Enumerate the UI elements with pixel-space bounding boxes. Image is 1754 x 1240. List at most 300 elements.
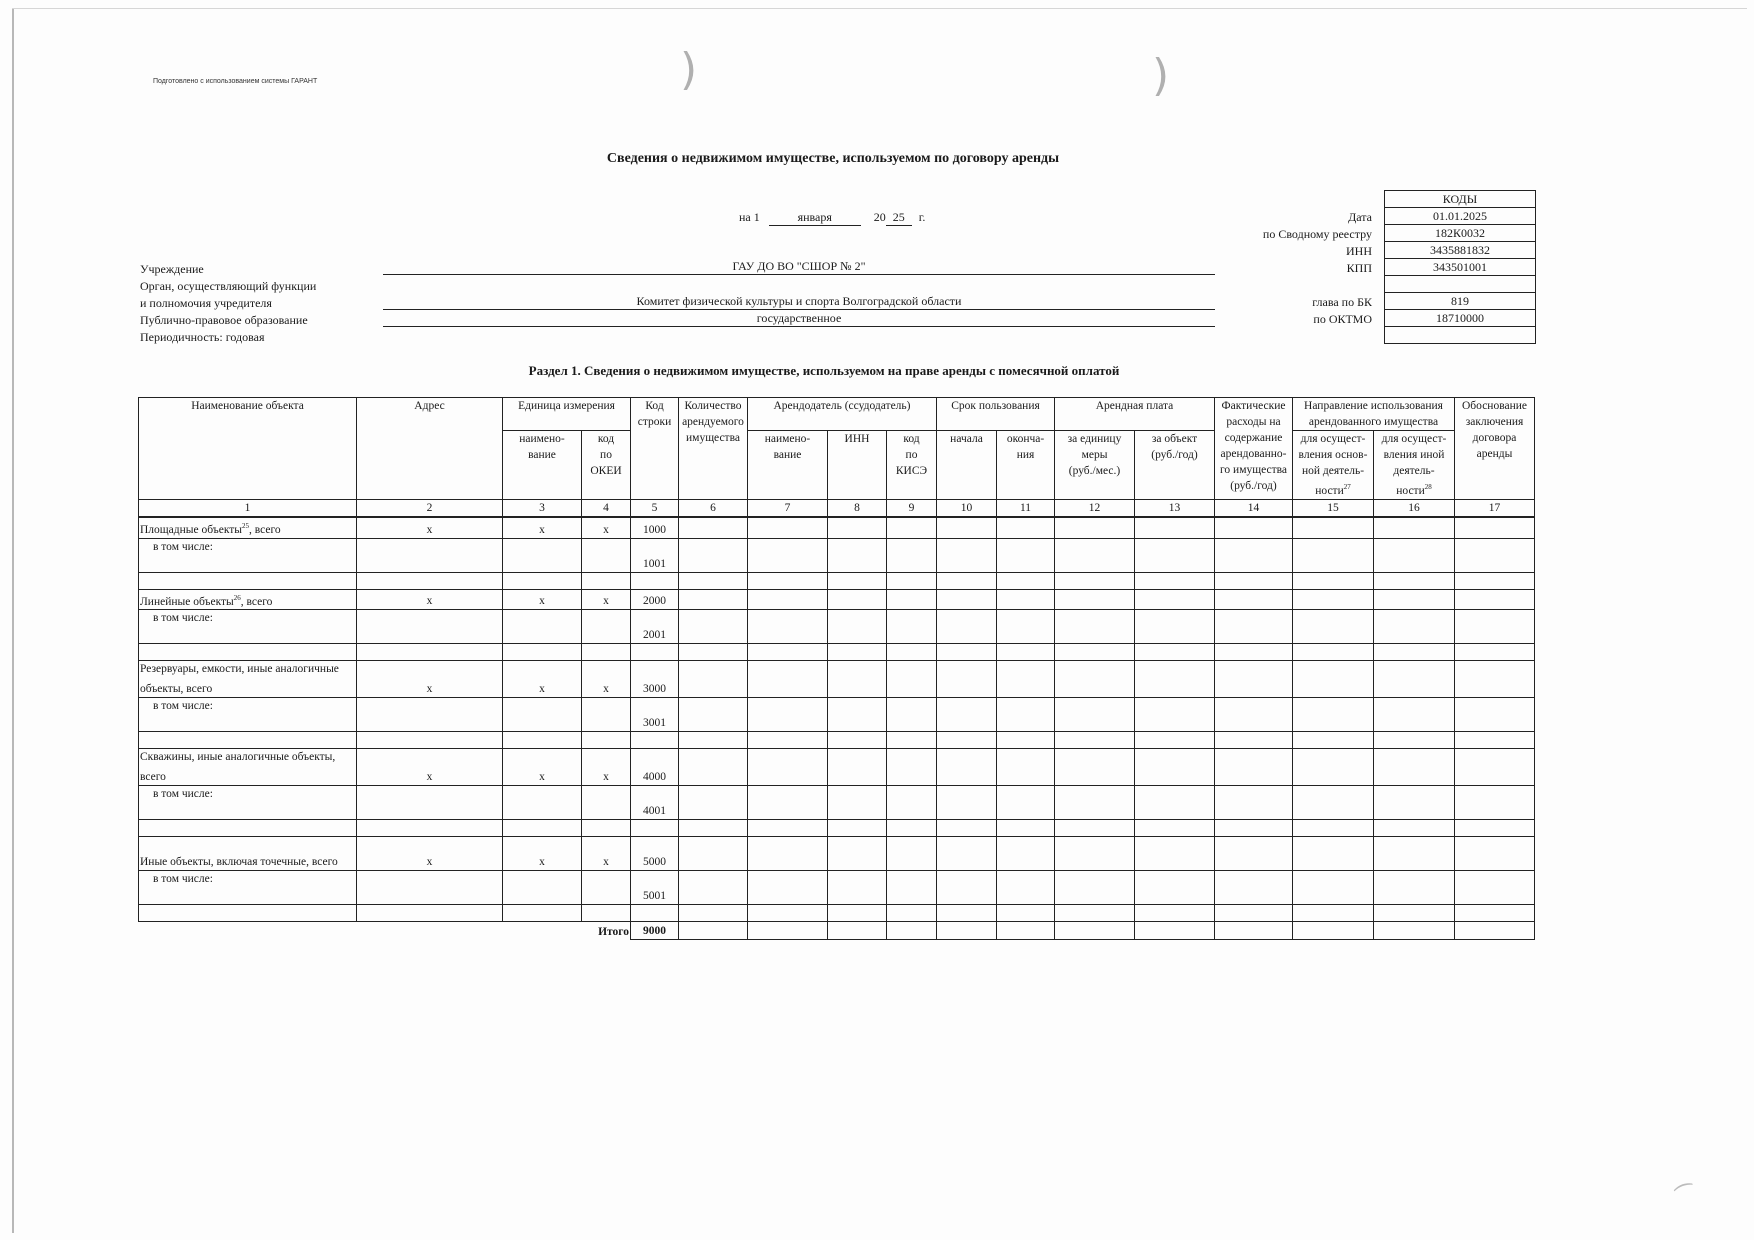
table-cell bbox=[748, 517, 828, 538]
table-cell bbox=[139, 572, 357, 589]
table-cell bbox=[1455, 589, 1535, 610]
table-cell bbox=[1374, 572, 1455, 589]
page-edge bbox=[12, 8, 14, 1233]
section-empty-row bbox=[139, 732, 1535, 749]
header-lessor-name: наимено- вание bbox=[748, 431, 828, 500]
table-cell bbox=[748, 589, 828, 610]
table-cell bbox=[1135, 517, 1215, 538]
table-cell bbox=[1135, 610, 1215, 644]
table-cell bbox=[1215, 905, 1293, 922]
table-cell bbox=[631, 644, 679, 661]
table-cell bbox=[997, 749, 1055, 786]
header-line-code: Код строки bbox=[631, 398, 679, 500]
section-label bbox=[139, 589, 357, 610]
table-cell bbox=[357, 732, 503, 749]
line-code: 3000 bbox=[631, 661, 679, 698]
table-cell bbox=[887, 871, 937, 905]
header-term: Срок пользования bbox=[937, 398, 1055, 431]
table-cell bbox=[1055, 871, 1135, 905]
table-cell bbox=[997, 786, 1055, 820]
table-cell bbox=[997, 661, 1055, 698]
table-cell bbox=[582, 871, 631, 905]
date-prefix: на 1 bbox=[739, 210, 760, 224]
header-lessor: Арендодатель (ссудодатель) bbox=[748, 398, 937, 431]
x-mark: x bbox=[503, 589, 582, 610]
table-cell bbox=[503, 905, 582, 922]
table-cell bbox=[748, 732, 828, 749]
section-sub-row bbox=[139, 786, 1535, 820]
date-year-prefix: 20 bbox=[873, 210, 886, 224]
table-cell bbox=[582, 644, 631, 661]
table-cell bbox=[503, 644, 582, 661]
header-rent-object: за объект (руб./год) bbox=[1135, 431, 1215, 500]
table-cell bbox=[1055, 837, 1135, 871]
table-cell bbox=[828, 820, 887, 837]
table-cell bbox=[1293, 905, 1374, 922]
table-cell bbox=[1293, 610, 1374, 644]
header-dir-main bbox=[1293, 431, 1374, 500]
table-cell bbox=[1455, 610, 1535, 644]
table-cell bbox=[937, 661, 997, 698]
table-cell bbox=[748, 610, 828, 644]
table-cell bbox=[997, 837, 1055, 871]
code-label-registry: по Сводному реестру bbox=[1262, 227, 1372, 241]
table-cell bbox=[582, 786, 631, 820]
table-cell bbox=[937, 905, 997, 922]
table-cell bbox=[357, 905, 503, 922]
table-cell bbox=[748, 644, 828, 661]
table-cell bbox=[828, 610, 887, 644]
table-cell bbox=[1455, 732, 1535, 749]
x-mark: x bbox=[582, 749, 631, 786]
table-cell bbox=[1215, 922, 1293, 940]
col-number: 9 bbox=[887, 499, 937, 517]
table-cell bbox=[748, 786, 828, 820]
table-cell bbox=[997, 517, 1055, 538]
x-mark: x bbox=[357, 749, 503, 786]
section-footnote: 25 bbox=[242, 521, 250, 530]
table-cell bbox=[139, 905, 357, 922]
col-number: 3 bbox=[503, 499, 582, 517]
table-cell bbox=[1455, 538, 1535, 572]
founder-value: Комитет физической культуры и спорта Волгоградской области bbox=[383, 294, 1215, 310]
table-cell bbox=[1374, 538, 1455, 572]
table-cell bbox=[1293, 661, 1374, 698]
table-cell bbox=[1293, 749, 1374, 786]
table-cell bbox=[1293, 572, 1374, 589]
code-label-oktmo: по ОКТМО bbox=[1313, 312, 1372, 326]
table-cell bbox=[1455, 517, 1535, 538]
table-cell bbox=[1293, 538, 1374, 572]
table-cell bbox=[679, 644, 748, 661]
table-cell bbox=[887, 749, 937, 786]
table-cell bbox=[357, 786, 503, 820]
table-cell bbox=[937, 871, 997, 905]
table-cell bbox=[828, 749, 887, 786]
table-cell bbox=[582, 820, 631, 837]
header-actual: Фактические расходы на содержание арендованно- го имущества (руб./год) bbox=[1215, 398, 1293, 500]
document-title: Сведения о недвижимом имуществе, используемом по договору аренды bbox=[606, 151, 1060, 166]
table-cell bbox=[1374, 786, 1455, 820]
table-cell bbox=[1293, 871, 1374, 905]
x-mark: x bbox=[582, 517, 631, 538]
table-cell bbox=[887, 517, 937, 538]
header-direction: Направление использования арендованного имущества bbox=[1293, 398, 1455, 431]
table-cell bbox=[1215, 820, 1293, 837]
col-number: 2 bbox=[357, 499, 503, 517]
table-cell bbox=[1055, 538, 1135, 572]
table-cell bbox=[997, 820, 1055, 837]
table-cell bbox=[1135, 661, 1215, 698]
table-cell bbox=[503, 538, 582, 572]
table-cell bbox=[748, 572, 828, 589]
table-cell bbox=[679, 820, 748, 837]
table-cell bbox=[937, 837, 997, 871]
table-cell bbox=[1215, 698, 1293, 732]
header-dir-main-footnote: 27 bbox=[1343, 483, 1351, 491]
table-cell bbox=[1455, 905, 1535, 922]
sub-label: в том числе: bbox=[139, 871, 357, 905]
table-cell bbox=[139, 820, 357, 837]
col-number: 11 bbox=[997, 499, 1055, 517]
table-cell bbox=[887, 922, 937, 940]
x-mark: x bbox=[357, 589, 503, 610]
table-cell bbox=[1215, 871, 1293, 905]
section-label-text: Скважины, иные аналогичные объекты, всего bbox=[140, 751, 336, 784]
x-mark: x bbox=[503, 661, 582, 698]
table-cell bbox=[1374, 871, 1455, 905]
table-cell bbox=[357, 644, 503, 661]
table-cell bbox=[937, 698, 997, 732]
header-dir-other-footnote: 28 bbox=[1424, 483, 1432, 491]
founder-label-1: Орган, осуществляющий функции bbox=[140, 279, 317, 293]
table-cell bbox=[1293, 517, 1374, 538]
table-cell bbox=[997, 589, 1055, 610]
header-rent-unit: за единицу меры (руб./мес.) bbox=[1055, 431, 1135, 500]
x-mark: x bbox=[582, 837, 631, 871]
line-code: 4000 bbox=[631, 749, 679, 786]
table-cell bbox=[1135, 871, 1215, 905]
table-cell bbox=[1215, 538, 1293, 572]
total-label: Итого bbox=[598, 925, 629, 938]
table-cell bbox=[1455, 922, 1535, 940]
table-cell bbox=[582, 572, 631, 589]
section-label bbox=[139, 837, 357, 871]
table-cell bbox=[1455, 871, 1535, 905]
table-cell bbox=[139, 732, 357, 749]
col-number: 5 bbox=[631, 499, 679, 517]
table-cell bbox=[1135, 644, 1215, 661]
table-cell bbox=[887, 837, 937, 871]
table-cell bbox=[997, 732, 1055, 749]
table-cell bbox=[937, 644, 997, 661]
table-cell bbox=[503, 820, 582, 837]
table-cell bbox=[1293, 698, 1374, 732]
table-cell bbox=[1374, 661, 1455, 698]
header-unit: Единица измерения bbox=[503, 398, 631, 431]
table-cell bbox=[357, 572, 503, 589]
section-empty-row bbox=[139, 820, 1535, 837]
institution-value: ГАУ ДО ВО "СШОР № 2" bbox=[383, 259, 1215, 275]
col-number: 15 bbox=[1293, 499, 1374, 517]
table-cell bbox=[1135, 732, 1215, 749]
garant-note: Подготовлено с использованием системы ГАРАНТ bbox=[153, 78, 318, 85]
table-cell bbox=[1455, 644, 1535, 661]
table-cell bbox=[828, 905, 887, 922]
table-cell bbox=[937, 572, 997, 589]
sub-label: в том числе: bbox=[139, 610, 357, 644]
table-cell bbox=[357, 610, 503, 644]
table-cell bbox=[887, 786, 937, 820]
table-cell bbox=[887, 572, 937, 589]
section-total-row bbox=[139, 517, 1535, 538]
table-cell bbox=[1215, 517, 1293, 538]
table-cell bbox=[1135, 820, 1215, 837]
x-mark: x bbox=[503, 517, 582, 538]
ppo-value: государственное bbox=[383, 311, 1215, 327]
date-line bbox=[739, 210, 925, 226]
sub-line-code: 2001 bbox=[631, 610, 679, 644]
table-cell bbox=[997, 905, 1055, 922]
table-cell bbox=[748, 871, 828, 905]
section-sub-row bbox=[139, 871, 1535, 905]
total-row bbox=[139, 922, 1535, 940]
period-label: Периодичность: годовая bbox=[140, 330, 265, 344]
table-cell bbox=[503, 871, 582, 905]
table-cell bbox=[937, 749, 997, 786]
table-cell bbox=[828, 517, 887, 538]
institution-label: Учреждение bbox=[140, 262, 204, 276]
punch-hole-mark: ) bbox=[680, 44, 698, 95]
table-cell bbox=[937, 786, 997, 820]
table-cell bbox=[1135, 837, 1215, 871]
table-cell bbox=[582, 698, 631, 732]
section-empty-row bbox=[139, 644, 1535, 661]
table-cell bbox=[679, 871, 748, 905]
code-value-kpp: 343501001 bbox=[1385, 259, 1536, 276]
table-cell bbox=[1293, 644, 1374, 661]
x-mark: x bbox=[503, 837, 582, 871]
table-cell bbox=[1215, 837, 1293, 871]
code-value-registry: 182К0032 bbox=[1385, 225, 1536, 242]
founder-label-2: и полномочия учредителя bbox=[140, 296, 272, 310]
section-total-row bbox=[139, 837, 1535, 871]
table-cell bbox=[139, 644, 357, 661]
table-cell bbox=[997, 871, 1055, 905]
sub-label: в том числе: bbox=[139, 538, 357, 572]
table-cell bbox=[1293, 732, 1374, 749]
table-cell bbox=[503, 572, 582, 589]
table-cell bbox=[1374, 837, 1455, 871]
table-cell bbox=[679, 661, 748, 698]
table-cell bbox=[1055, 922, 1135, 940]
section-empty-row bbox=[139, 905, 1535, 922]
table-cell bbox=[748, 538, 828, 572]
table-cell bbox=[1135, 749, 1215, 786]
section-label-text: Резервуары, емкости, иные аналогичные объекты, всего bbox=[140, 663, 339, 696]
x-mark: x bbox=[582, 589, 631, 610]
table-cell bbox=[1215, 610, 1293, 644]
table-cell bbox=[1055, 732, 1135, 749]
table-cell bbox=[631, 905, 679, 922]
x-mark: x bbox=[357, 837, 503, 871]
table-cell bbox=[1455, 572, 1535, 589]
table-cell bbox=[1135, 786, 1215, 820]
table-cell bbox=[1055, 698, 1135, 732]
ppo-label: Публично-правовое образование bbox=[140, 313, 308, 327]
header-dir-other-text: для осущест- вления иной деятель- ности bbox=[1381, 433, 1447, 497]
table-cell bbox=[1055, 749, 1135, 786]
table-cell bbox=[828, 786, 887, 820]
x-mark: x bbox=[357, 661, 503, 698]
table-cell bbox=[1374, 589, 1455, 610]
table-cell bbox=[679, 698, 748, 732]
table-cell bbox=[1215, 589, 1293, 610]
code-label-date: Дата bbox=[1348, 210, 1372, 224]
table-cell bbox=[357, 698, 503, 732]
table-cell bbox=[937, 610, 997, 644]
table-cell bbox=[828, 661, 887, 698]
header-lessor-kise: код по КИСЭ bbox=[887, 431, 937, 500]
col-number: 1 bbox=[139, 499, 357, 517]
table-cell bbox=[1455, 820, 1535, 837]
table-cell bbox=[937, 517, 997, 538]
code-value-inn: 3435881832 bbox=[1385, 242, 1536, 259]
sub-line-code: 5001 bbox=[631, 871, 679, 905]
col-number: 7 bbox=[748, 499, 828, 517]
table-cell bbox=[1135, 698, 1215, 732]
table-cell bbox=[679, 732, 748, 749]
table-cell bbox=[748, 837, 828, 871]
x-mark: x bbox=[503, 749, 582, 786]
table-cell bbox=[1055, 644, 1135, 661]
section-total-row bbox=[139, 749, 1535, 786]
table-cell bbox=[357, 538, 503, 572]
section-label-text: Иные объекты, включая точечные, всего bbox=[140, 856, 338, 869]
sub-line-code: 3001 bbox=[631, 698, 679, 732]
table-cell bbox=[1374, 644, 1455, 661]
table-cell bbox=[997, 610, 1055, 644]
col-number: 12 bbox=[1055, 499, 1135, 517]
x-mark: x bbox=[582, 661, 631, 698]
table-cell bbox=[357, 871, 503, 905]
table-cell bbox=[1455, 786, 1535, 820]
col-number: 4 bbox=[582, 499, 631, 517]
section-sub-row bbox=[139, 698, 1535, 732]
table-cell bbox=[679, 922, 748, 940]
property-table bbox=[138, 397, 1535, 940]
col-number: 14 bbox=[1215, 499, 1293, 517]
header-basis: Обоснование заключения договора аренды bbox=[1455, 398, 1535, 500]
table-cell bbox=[1215, 732, 1293, 749]
table-cell bbox=[1135, 922, 1215, 940]
section-label-text: Линейные объекты bbox=[140, 595, 234, 608]
table-cell bbox=[937, 820, 997, 837]
table-cell bbox=[748, 698, 828, 732]
col-number: 8 bbox=[828, 499, 887, 517]
table-cell bbox=[503, 610, 582, 644]
code-label-bk: глава по БК bbox=[1312, 295, 1372, 309]
table-cell bbox=[1055, 661, 1135, 698]
table-cell bbox=[679, 786, 748, 820]
section-label bbox=[139, 749, 357, 786]
header-dir-main-text: для осущест- вления основ- ной деятель- ности bbox=[1298, 433, 1368, 497]
code-value-empty bbox=[1385, 327, 1536, 344]
header-address: Адрес bbox=[357, 398, 503, 500]
sub-label: в том числе: bbox=[139, 786, 357, 820]
table-cell bbox=[997, 698, 1055, 732]
section-label-suffix: , всего bbox=[249, 523, 281, 536]
section-label bbox=[139, 661, 357, 698]
table-cell bbox=[631, 820, 679, 837]
column-numbers-row bbox=[139, 499, 1535, 517]
table-cell bbox=[1293, 589, 1374, 610]
table-cell bbox=[997, 538, 1055, 572]
header-term-start: начала bbox=[937, 431, 997, 500]
table-cell bbox=[679, 837, 748, 871]
table-cell bbox=[1374, 749, 1455, 786]
section-empty-row bbox=[139, 572, 1535, 589]
table-cell bbox=[828, 572, 887, 589]
date-year-suffix: 25 bbox=[886, 210, 912, 226]
table-cell bbox=[503, 732, 582, 749]
table-cell bbox=[748, 922, 828, 940]
table-cell bbox=[679, 905, 748, 922]
section-sub-row bbox=[139, 610, 1535, 644]
table-cell bbox=[1055, 905, 1135, 922]
table-cell bbox=[748, 749, 828, 786]
table-cell bbox=[1293, 820, 1374, 837]
table-cell bbox=[582, 538, 631, 572]
table-cell bbox=[887, 610, 937, 644]
table-cell bbox=[1215, 644, 1293, 661]
line-code: 2000 bbox=[631, 589, 679, 610]
total-code: 9000 bbox=[631, 922, 679, 940]
date-month: января bbox=[769, 210, 861, 226]
table-cell bbox=[887, 661, 937, 698]
table-cell bbox=[1374, 922, 1455, 940]
table-cell bbox=[1055, 589, 1135, 610]
code-value-bk: 819 bbox=[1385, 293, 1536, 310]
section-label-text: Площадные объекты bbox=[140, 523, 243, 536]
table-cell bbox=[937, 732, 997, 749]
table-cell bbox=[1055, 786, 1135, 820]
header-rent: Арендная плата bbox=[1055, 398, 1215, 431]
table-cell bbox=[582, 732, 631, 749]
table-cell bbox=[937, 538, 997, 572]
table-cell bbox=[1293, 837, 1374, 871]
table-cell bbox=[1135, 905, 1215, 922]
table-cell bbox=[503, 786, 582, 820]
table-cell bbox=[887, 538, 937, 572]
col-number: 10 bbox=[937, 499, 997, 517]
table-cell bbox=[582, 610, 631, 644]
code-value-empty bbox=[1385, 276, 1536, 293]
table-cell bbox=[1055, 820, 1135, 837]
table-cell bbox=[887, 820, 937, 837]
section-sub-row bbox=[139, 538, 1535, 572]
page-edge-top bbox=[12, 8, 1747, 9]
table-cell bbox=[357, 820, 503, 837]
section-label bbox=[139, 517, 357, 538]
table-cell bbox=[1455, 661, 1535, 698]
header-dir-other bbox=[1374, 431, 1455, 500]
code-value-date: 01.01.2025 bbox=[1385, 208, 1536, 225]
code-value-oktmo: 18710000 bbox=[1385, 310, 1536, 327]
table-cell bbox=[1374, 905, 1455, 922]
table-cell bbox=[887, 644, 937, 661]
table-cell bbox=[828, 871, 887, 905]
